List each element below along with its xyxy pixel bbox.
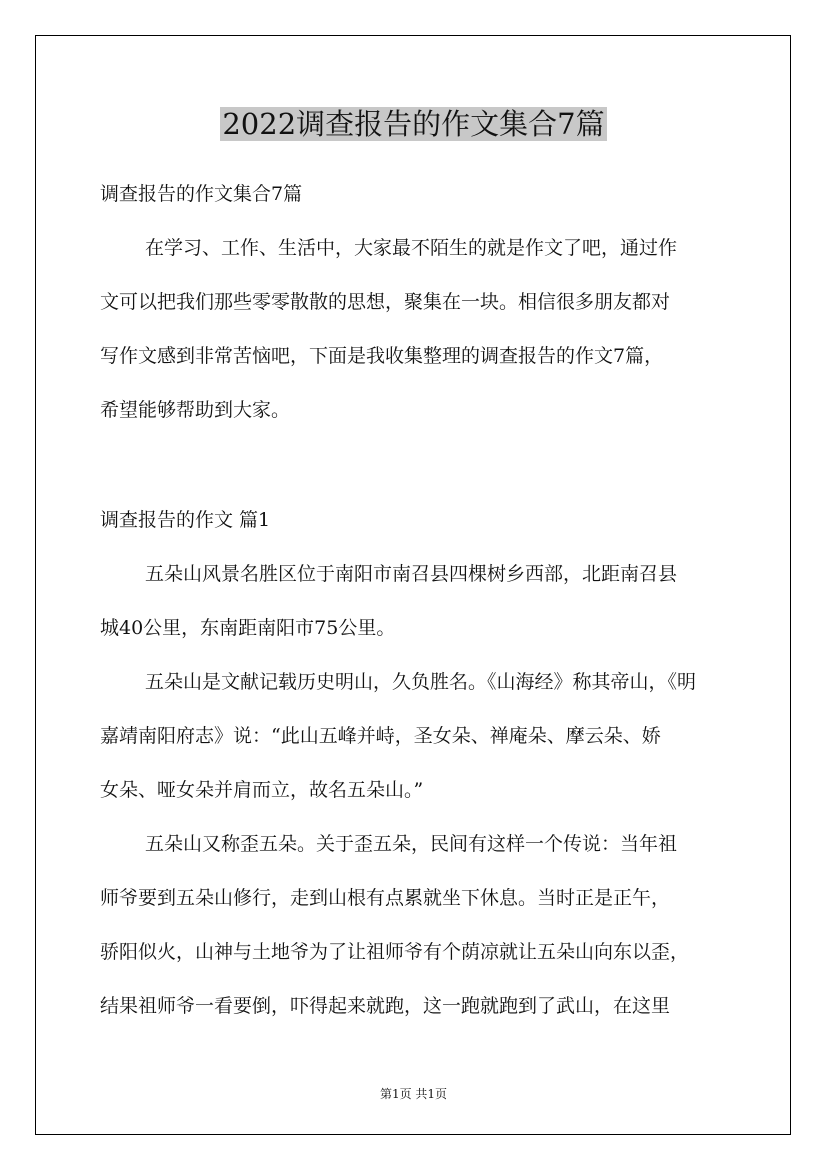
intro-line-2: 文可以把我们那些零零散散的思想，聚集在一块。相信很多朋友都对 — [100, 291, 671, 313]
subtitle: 调查报告的作文集合7篇 — [100, 183, 303, 205]
paragraph-line: 城40公里，东南距南阳市75公里。 — [100, 617, 396, 639]
intro-line-3: 写作文感到非常苦恼吧，下面是我收集整理的调查报告的作文7篇， — [100, 345, 664, 367]
paragraph-line: 五朵山又称歪五朵。关于歪五朵，民间有这样一个传说：当年祖 — [145, 833, 678, 855]
section-heading: 调查报告的作文 篇1 — [100, 509, 271, 531]
paragraph-line: 骄阳似火，山神与土地爷为了让祖师爷有个荫凉就让五朵山向东以歪， — [100, 941, 690, 963]
intro-line-4: 希望能够帮助到大家。 — [100, 399, 291, 421]
title-text: 2022调查报告的作文集合7篇 — [222, 107, 605, 141]
document-title — [0, 104, 827, 144]
paragraph-line: 五朵山是文献记载历史明山，久负胜名。《山海经》称其帝山，《明 — [145, 671, 697, 693]
intro-line-1: 在学习、工作、生活中，大家最不陌生的就是作文了吧，通过作 — [145, 237, 678, 259]
paragraph-line: 女朵、哑女朵并肩而立，故名五朵山。” — [100, 779, 424, 801]
paragraph-line: 师爷要到五朵山修行，走到山根有点累就坐下休息。当时正是正午， — [100, 887, 671, 909]
paragraph-line: 五朵山风景名胜区位于南阳市南召县四棵树乡西部，北距南召县 — [145, 563, 678, 585]
paragraph-line: 结果祖师爷一看要倒，吓得起来就跑，这一跑就跑到了武山，在这里 — [100, 995, 671, 1017]
paragraph-line: 嘉靖南阳府志》说：“此山五峰并峙，圣女朵、禅庵朵、摩云朵、娇 — [100, 725, 661, 747]
page-footer: 第1页 共1页 — [379, 1087, 448, 1101]
